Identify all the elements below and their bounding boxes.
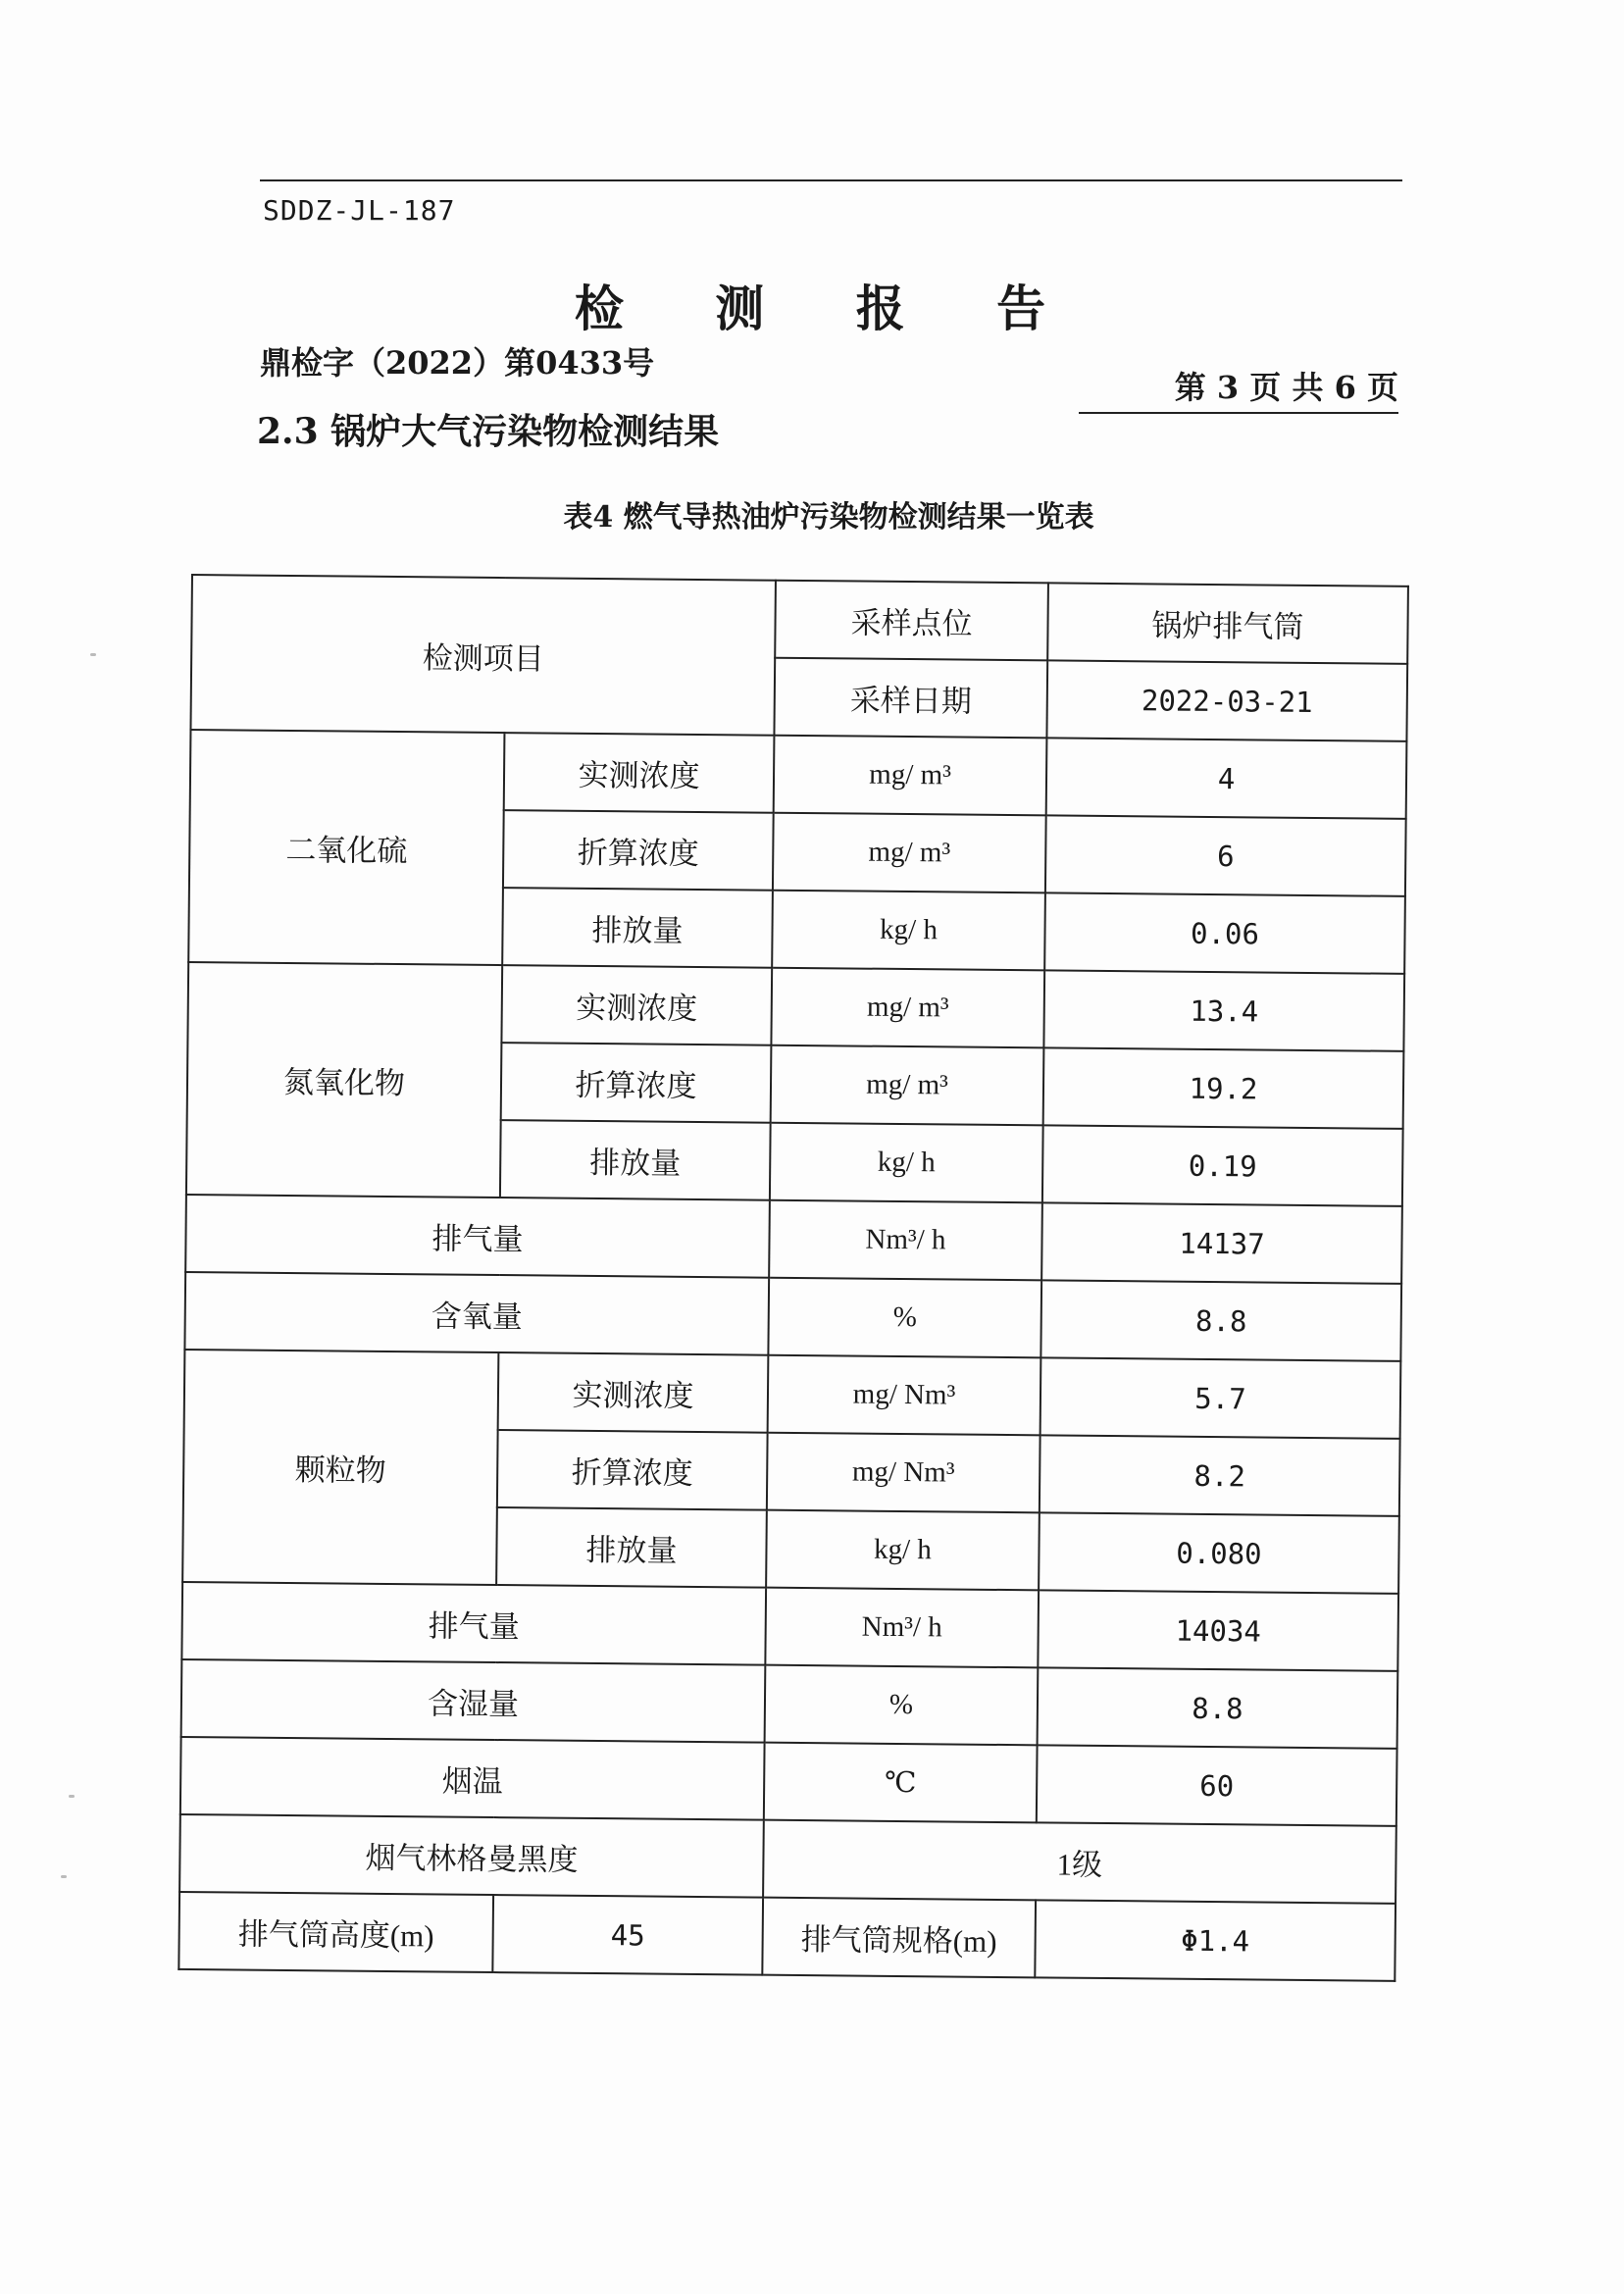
item-header-cell: 检测项目 <box>190 575 775 736</box>
document-title: 检 测 报 告 <box>574 280 1084 337</box>
table-row <box>190 730 1407 819</box>
unit-cell: mg/ m³ <box>771 968 1044 1048</box>
value-cell: 6 <box>1045 815 1406 896</box>
unit-cell: mg/ m³ <box>771 1045 1044 1126</box>
oxygen-label: 含氧量 <box>184 1272 769 1355</box>
value-cell: 8.2 <box>1040 1435 1400 1516</box>
table-row <box>184 1350 1401 1439</box>
exhaust-label: 排气量 <box>181 1582 766 1665</box>
header-rule <box>260 179 1402 181</box>
flue-temp-label: 烟温 <box>180 1737 765 1820</box>
stack-spec-label: 排气筒规格(m) <box>762 1898 1036 1978</box>
sampling-date-label: 采样日期 <box>774 658 1047 739</box>
param-cell: 实测浓度 <box>504 733 775 813</box>
report-number: 鼎检字（2022）第0433号 <box>260 344 655 382</box>
value-cell: 5.7 <box>1040 1357 1401 1439</box>
table-row <box>185 1195 1402 1284</box>
value-cell: 8.8 <box>1038 1667 1398 1749</box>
document-code: SDDZ-JL-187 <box>263 194 456 227</box>
sampling-date-value: 2022-03-21 <box>1046 660 1407 741</box>
unit-cell: ℃ <box>764 1743 1038 1823</box>
scan-speck <box>61 1875 67 1878</box>
param-cell: 实测浓度 <box>501 965 772 1045</box>
moisture-label: 含湿量 <box>181 1659 766 1743</box>
table-row <box>191 575 1408 664</box>
table-row <box>180 1737 1397 1826</box>
section-heading: 2.3 锅炉大气污染物检测结果 <box>257 411 720 452</box>
unit-cell: kg/ h <box>772 891 1045 971</box>
page-indicator: 第 3 页 共 6 页 <box>1079 363 1398 414</box>
stack-height-label: 排气筒高度(m) <box>178 1892 493 1972</box>
value-cell: 14034 <box>1038 1590 1398 1671</box>
value-cell: 0.06 <box>1044 892 1405 974</box>
value-cell: 60 <box>1037 1745 1397 1826</box>
scan-speck <box>69 1795 75 1798</box>
table-row <box>179 1814 1396 1904</box>
param-cell: 实测浓度 <box>498 1352 769 1433</box>
ringelmann-label: 烟气林格曼黑度 <box>179 1814 764 1898</box>
results-table-wrapper <box>178 574 1407 1982</box>
param-cell: 折算浓度 <box>503 810 774 891</box>
value-cell: 0.080 <box>1039 1512 1399 1594</box>
scan-speck <box>90 653 96 656</box>
value-cell: 4 <box>1046 738 1407 819</box>
unit-cell: mg/ m³ <box>773 813 1046 893</box>
value-cell: 19.2 <box>1043 1047 1404 1129</box>
stack-spec-value: Φ1.4 <box>1035 1900 1396 1981</box>
unit-cell: mg/ Nm³ <box>767 1433 1040 1513</box>
unit-cell: Nm³/ h <box>765 1588 1039 1668</box>
value-cell: 14137 <box>1041 1202 1402 1284</box>
nox-group-label: 氮氧化物 <box>186 962 502 1198</box>
param-cell: 折算浓度 <box>497 1430 768 1510</box>
param-cell: 排放量 <box>502 888 773 968</box>
param-cell: 排放量 <box>500 1120 771 1200</box>
sampling-point-value: 锅炉排气筒 <box>1047 583 1408 664</box>
unit-cell: mg/ Nm³ <box>768 1355 1041 1436</box>
param-cell: 折算浓度 <box>501 1043 772 1123</box>
unit-cell: kg/ h <box>766 1510 1040 1591</box>
ringelmann-value: 1级 <box>763 1820 1396 1904</box>
unit-cell: Nm³/ h <box>769 1200 1042 1281</box>
exhaust-label: 排气量 <box>185 1195 770 1278</box>
table-row <box>178 1892 1396 1981</box>
table-row <box>184 1272 1401 1361</box>
table-row <box>181 1582 1398 1671</box>
pm-group-label: 颗粒物 <box>182 1350 498 1585</box>
param-cell: 排放量 <box>496 1507 767 1588</box>
value-cell: 0.19 <box>1042 1125 1403 1206</box>
unit-cell: % <box>765 1665 1039 1746</box>
unit-cell: mg/ m³ <box>774 736 1047 816</box>
stack-height-value: 45 <box>492 1895 763 1975</box>
table-row <box>181 1659 1398 1749</box>
table-row <box>187 962 1404 1051</box>
value-cell: 8.8 <box>1040 1280 1401 1361</box>
table-caption: 表4 燃气导热油炉污染物检测结果一览表 <box>563 500 1094 535</box>
sampling-point-label: 采样点位 <box>775 581 1048 661</box>
so2-group-label: 二氧化硫 <box>188 730 504 965</box>
unit-cell: % <box>768 1278 1041 1358</box>
results-table <box>178 574 1409 1982</box>
unit-cell: kg/ h <box>770 1123 1043 1203</box>
value-cell: 13.4 <box>1043 970 1404 1051</box>
